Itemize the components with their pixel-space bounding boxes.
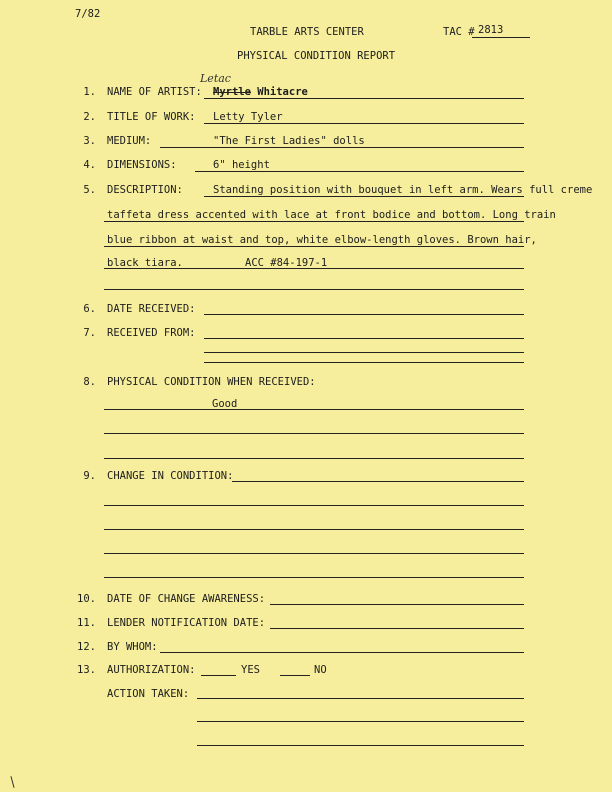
description-line-2: taffeta dress accented with lace at front bodice and bottom. Long train — [107, 209, 556, 221]
field-8-number: 8. — [83, 376, 96, 388]
by-whom-underline — [160, 652, 524, 653]
field-9-number: 9. — [83, 470, 96, 482]
description-underline-1 — [204, 196, 524, 197]
received-from-underline-3 — [204, 362, 524, 363]
artist-struck-text: Myrtle — [213, 86, 251, 98]
field-6-number: 6. — [83, 303, 96, 315]
description-label: DESCRIPTION: — [107, 184, 183, 196]
field-5-number: 5. — [83, 184, 96, 196]
condition-value: Good — [212, 398, 238, 410]
dimensions-value: 6" height — [213, 159, 270, 171]
lender-date-underline — [270, 628, 524, 629]
condition-underline-2 — [104, 433, 524, 434]
corner-date: 7/82 — [75, 8, 101, 20]
field-3-number: 3. — [83, 135, 96, 147]
artist-value — [213, 86, 308, 98]
stray-pen-mark — [10, 776, 14, 788]
by-whom-label: BY WHOM: — [107, 641, 158, 653]
condition-underline-3 — [104, 458, 524, 459]
org-name: TARBLE ARTS CENTER — [250, 26, 364, 38]
change-awareness-underline — [270, 604, 524, 605]
change-underline-5 — [104, 577, 524, 578]
condition-label: PHYSICAL CONDITION WHEN RECEIVED: — [107, 376, 316, 388]
artist-surname: Whitacre — [257, 86, 308, 98]
change-underline-3 — [104, 529, 524, 530]
date-received-label: DATE RECEIVED: — [107, 303, 196, 315]
change-awareness-label: DATE OF CHANGE AWARENESS: — [107, 593, 266, 605]
date-received-underline — [204, 314, 524, 315]
field-13-number: 13. — [77, 664, 96, 676]
change-underline-1 — [232, 481, 524, 482]
action-underline-2 — [197, 721, 524, 722]
lender-date-label: LENDER NOTIFICATION DATE: — [107, 617, 266, 629]
field-4-number: 4. — [83, 159, 96, 171]
action-underline-3 — [197, 745, 524, 746]
received-from-label: RECEIVED FROM: — [107, 327, 196, 339]
change-label: CHANGE IN CONDITION: — [107, 470, 234, 482]
action-taken-label: ACTION TAKEN: — [107, 688, 190, 700]
title-value: Letty Tyler — [213, 111, 283, 123]
medium-underline — [160, 147, 524, 148]
received-from-underline-1 — [204, 338, 524, 339]
field-1-number: 1. — [83, 86, 96, 98]
field-7-number: 7. — [83, 327, 96, 339]
field-10-number: 10. — [77, 593, 96, 605]
change-underline-4 — [104, 553, 524, 554]
tac-label: TAC # — [443, 26, 475, 38]
tac-number: 2813 — [478, 24, 504, 36]
field-12-number: 12. — [77, 641, 96, 653]
description-underline-3 — [104, 246, 524, 247]
change-underline-2 — [104, 505, 524, 506]
medium-value: "The First Ladies" dolls — [213, 135, 365, 147]
dimensions-underline — [195, 171, 524, 172]
title-label: TITLE OF WORK: — [107, 111, 196, 123]
artist-label: NAME OF ARTIST: — [107, 86, 202, 98]
field-11-number: 11. — [77, 617, 96, 629]
accession-number: ACC #84-197-1 — [245, 257, 328, 269]
authorization-label: AUTHORIZATION: — [107, 664, 196, 676]
action-underline-1 — [197, 698, 524, 699]
description-line-3: blue ribbon at waist and top, white elbow-length gloves. Brown hair, — [107, 234, 537, 246]
description-underline-5 — [104, 289, 524, 290]
authorization-yes-blank — [201, 675, 236, 676]
received-from-underline-2 — [204, 352, 524, 353]
description-line-1: Standing position with bouquet in left arm. Wears full creme — [213, 184, 593, 196]
medium-label: MEDIUM: — [107, 135, 152, 147]
field-2-number: 2. — [83, 111, 96, 123]
authorization-no-blank — [280, 675, 310, 676]
artist-underline — [204, 98, 524, 99]
authorization-no: NO — [314, 664, 327, 676]
condition-underline-1 — [104, 409, 524, 410]
report-title: PHYSICAL CONDITION REPORT — [237, 50, 396, 62]
title-underline — [204, 123, 524, 124]
tac-underline — [472, 37, 530, 38]
authorization-yes: YES — [241, 664, 260, 676]
description-underline-2 — [104, 221, 524, 222]
description-line-4: black tiara. — [107, 257, 183, 269]
artist-handwritten-correction: Letac — [200, 72, 231, 85]
description-underline-4 — [104, 268, 524, 269]
dimensions-label: DIMENSIONS: — [107, 159, 177, 171]
